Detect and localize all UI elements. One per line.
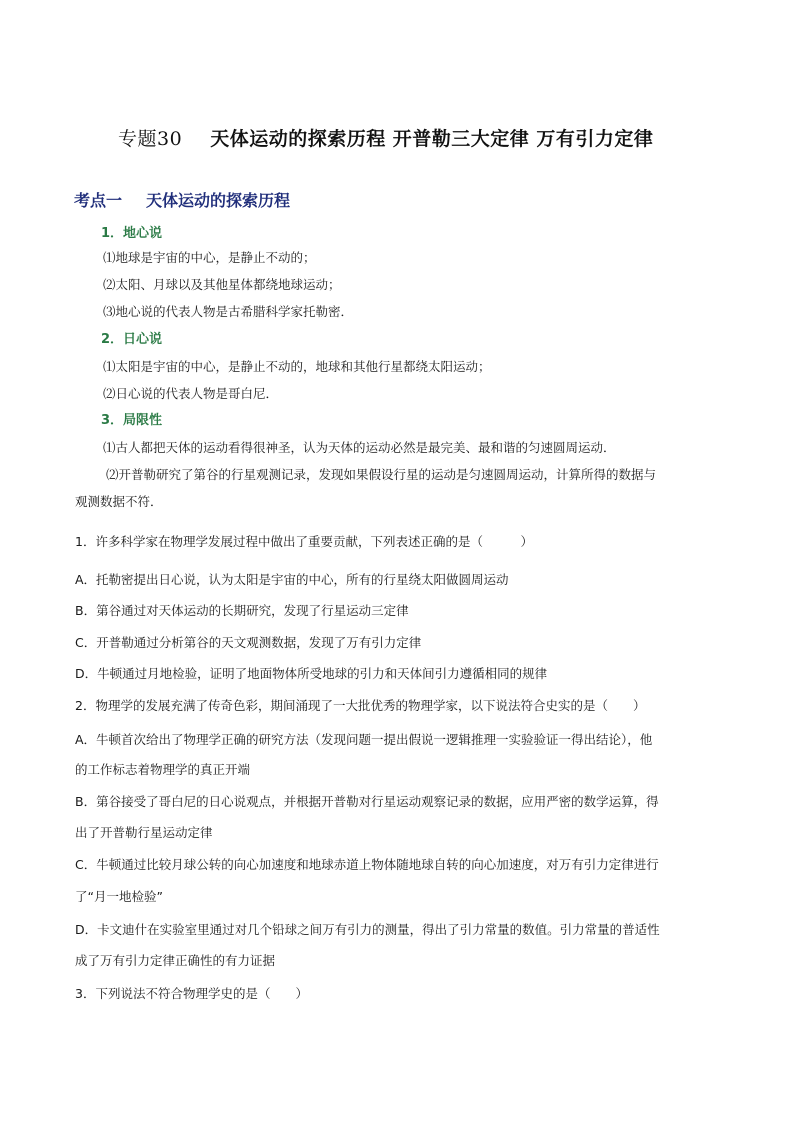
question-option-continued: 出了开普勒行星运动定律	[75, 825, 213, 840]
question-option: D．牛顿通过月地检验，证明了地面物体所受地球的引力和天体间引力遵循相同的规律	[75, 666, 548, 681]
note-item: ⑴太阳是宇宙的中心，是静止不动的，地球和其他行星都绕太阳运动；	[103, 359, 491, 374]
question-option: C．牛顿通过比较月球公转的向心加速度和地球赤道上物体随地球自转的向心加速度，对万有引力定律进行	[75, 857, 659, 872]
question-option-continued: 成了万有引力定律正确性的有力证据	[75, 953, 276, 968]
note-item: 观测数据不符．	[75, 494, 163, 509]
note-item: ⑴古人都把天体的运动看得很神圣，认为天体的运动必然是最完美、最和谐的匀速圆周运动．	[103, 440, 616, 455]
notes-heading-geocentric: 1．地心说	[101, 226, 163, 241]
note-item: ⑵开普勒研究了第谷的行星观测记录，发现如果假设行星的运动是匀速圆周运动，计算所得的数据与	[106, 467, 657, 482]
notes-heading-heliocentric: 2．日心说	[101, 332, 163, 347]
note-item: ⑵日心说的代表人物是哥白尼．	[103, 386, 279, 401]
page-title	[118, 124, 653, 151]
question-option: C．开普勒通过分析第谷的天文观测数据，发现了万有引力定律	[75, 635, 422, 650]
note-item: ⑶地心说的代表人物是古希腊科学家托勒密．	[103, 304, 354, 319]
question-option: B．第谷接受了哥白尼的日心说观点，并根据开普勒对行星运动观察记录的数据，应用严密的数学运算，得	[75, 794, 659, 809]
question-stem: 2．物理学的发展充满了传奇色彩，期间涌现了一大批优秀的物理学家，以下说法符合史实的是（ ）	[75, 698, 646, 713]
section-heading	[74, 188, 290, 211]
note-item: ⑵太阳、月球以及其他星体都绕地球运动；	[103, 277, 341, 292]
title-number: 专题30	[118, 128, 183, 150]
title-text: 天体运动的探索历程 开普勒三大定律 万有引力定律	[210, 128, 654, 150]
section-title: 天体运动的探索历程	[146, 191, 291, 210]
question-option-continued: 了“月一地检验”	[75, 889, 163, 904]
question-option: B．第谷通过对天体运动的长期研究，发现了行星运动三定律	[75, 603, 409, 618]
question-option-continued: 的工作标志着物理学的真正开端	[75, 762, 251, 777]
note-item: ⑴地球是宇宙的中心，是静止不动的；	[103, 250, 316, 265]
question-option: D．卡文迪什在实验室里通过对几个铅球之间万有引力的测量，得出了引力常量的数值。引力常量的普适性	[75, 922, 660, 937]
notes-heading-limitations: 3．局限性	[101, 413, 163, 428]
question-stem: 1．许多科学家在物理学发展过程中做出了重要贡献，下列表述正确的是（ ）	[75, 534, 533, 549]
question-option: A．牛顿首次给出了物理学正确的研究方法（发现问题一提出假说一逻辑推理一实验验证一得出结论），他	[75, 732, 653, 747]
section-label: 考点一	[74, 191, 123, 210]
question-stem: 3．下列说法不符合物理学史的是（ ）	[75, 986, 308, 1001]
question-option: A．托勒密提出日心说，认为太阳是宇宙的中心，所有的行星绕太阳做圆周运动	[75, 572, 509, 587]
